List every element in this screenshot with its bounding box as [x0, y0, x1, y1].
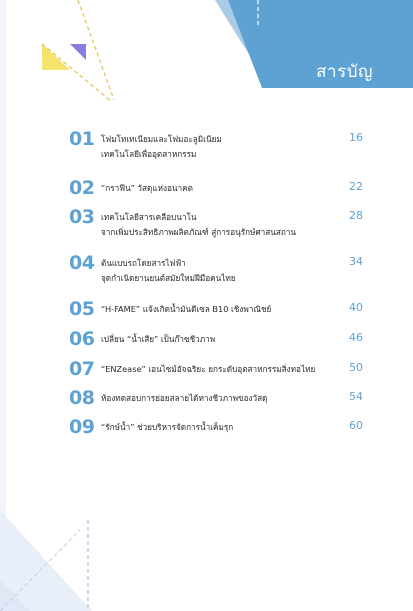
- entry-title-line: จากเพิ่มประสิทธิภาพผลิตภัณฑ์ สู่การอนุรักษ์ศาสนสถาน: [101, 227, 296, 237]
- entry-title-line: “ENZease” เอนไซม์อัจฉริยะ ยกระดับอุตสาหกรรมสิ่งทอไทย: [101, 364, 316, 374]
- entry-title-line: โฟมโทเทเนียมและโฟมอะลูมิเนียม: [101, 134, 222, 144]
- dashed-line-diagonal: [42, 44, 112, 102]
- entry-page-number: 16: [349, 131, 363, 144]
- entry-number: 03: [69, 206, 95, 228]
- entry-title-line: เปลี่ยน “น้ำเสีย” เป็นก๊าซชีวภาพ: [101, 334, 216, 344]
- entry-title-line: “กราฟีน” วัสดุแห่งอนาคต: [101, 183, 193, 193]
- entry-page-number: 60: [349, 419, 363, 432]
- entry-number: 08: [69, 387, 95, 409]
- entry-page-number: 50: [349, 361, 363, 374]
- entry-title-line: เทคโนโลยีเพื่ออุตสาหกรรม: [101, 149, 197, 159]
- purple-triangle-shape: [70, 44, 86, 60]
- entry-number: 09: [69, 416, 95, 438]
- entry-number: 01: [69, 128, 95, 150]
- entry-title-line: ต้นแบบรถโดยสารไฟฟ้า: [101, 258, 186, 268]
- entry-page-number: 22: [349, 180, 363, 193]
- entry-page-number: 54: [349, 390, 363, 403]
- entry-title-line: ห้องทดสอบการย่อยสลายได้ทางชีวภาพของวัสดุ: [101, 393, 268, 403]
- entry-number: 05: [69, 298, 95, 320]
- entry-title-line: เทคโนโลยีสารเคลือบนาโน: [101, 212, 197, 222]
- entry-title-line: จุดกำเนิดยานยนต์สมัยใหม่ฝีมือคนไทย: [101, 273, 236, 283]
- entry-page-number: 46: [349, 331, 363, 344]
- entry-number: 02: [69, 177, 95, 199]
- page-title: สารบัญ: [316, 62, 373, 82]
- yellow-triangle-shape: [42, 44, 70, 70]
- entry-number: 06: [69, 328, 95, 350]
- entry-number: 04: [69, 252, 95, 274]
- entry-page-number: 28: [349, 209, 363, 222]
- entry-page-number: 40: [349, 301, 363, 314]
- entry-number: 07: [69, 358, 95, 380]
- entry-page-number: 34: [349, 255, 363, 268]
- entry-title-line: “รักษ์น้ำ” ช่วยบริหารจัดการน้ำเค็มรุก: [101, 422, 234, 432]
- entry-title-line: “H-FAME” แจ้งเกิดน้ำมันดีเซล B10 เชิงพาณิชย์: [101, 304, 272, 314]
